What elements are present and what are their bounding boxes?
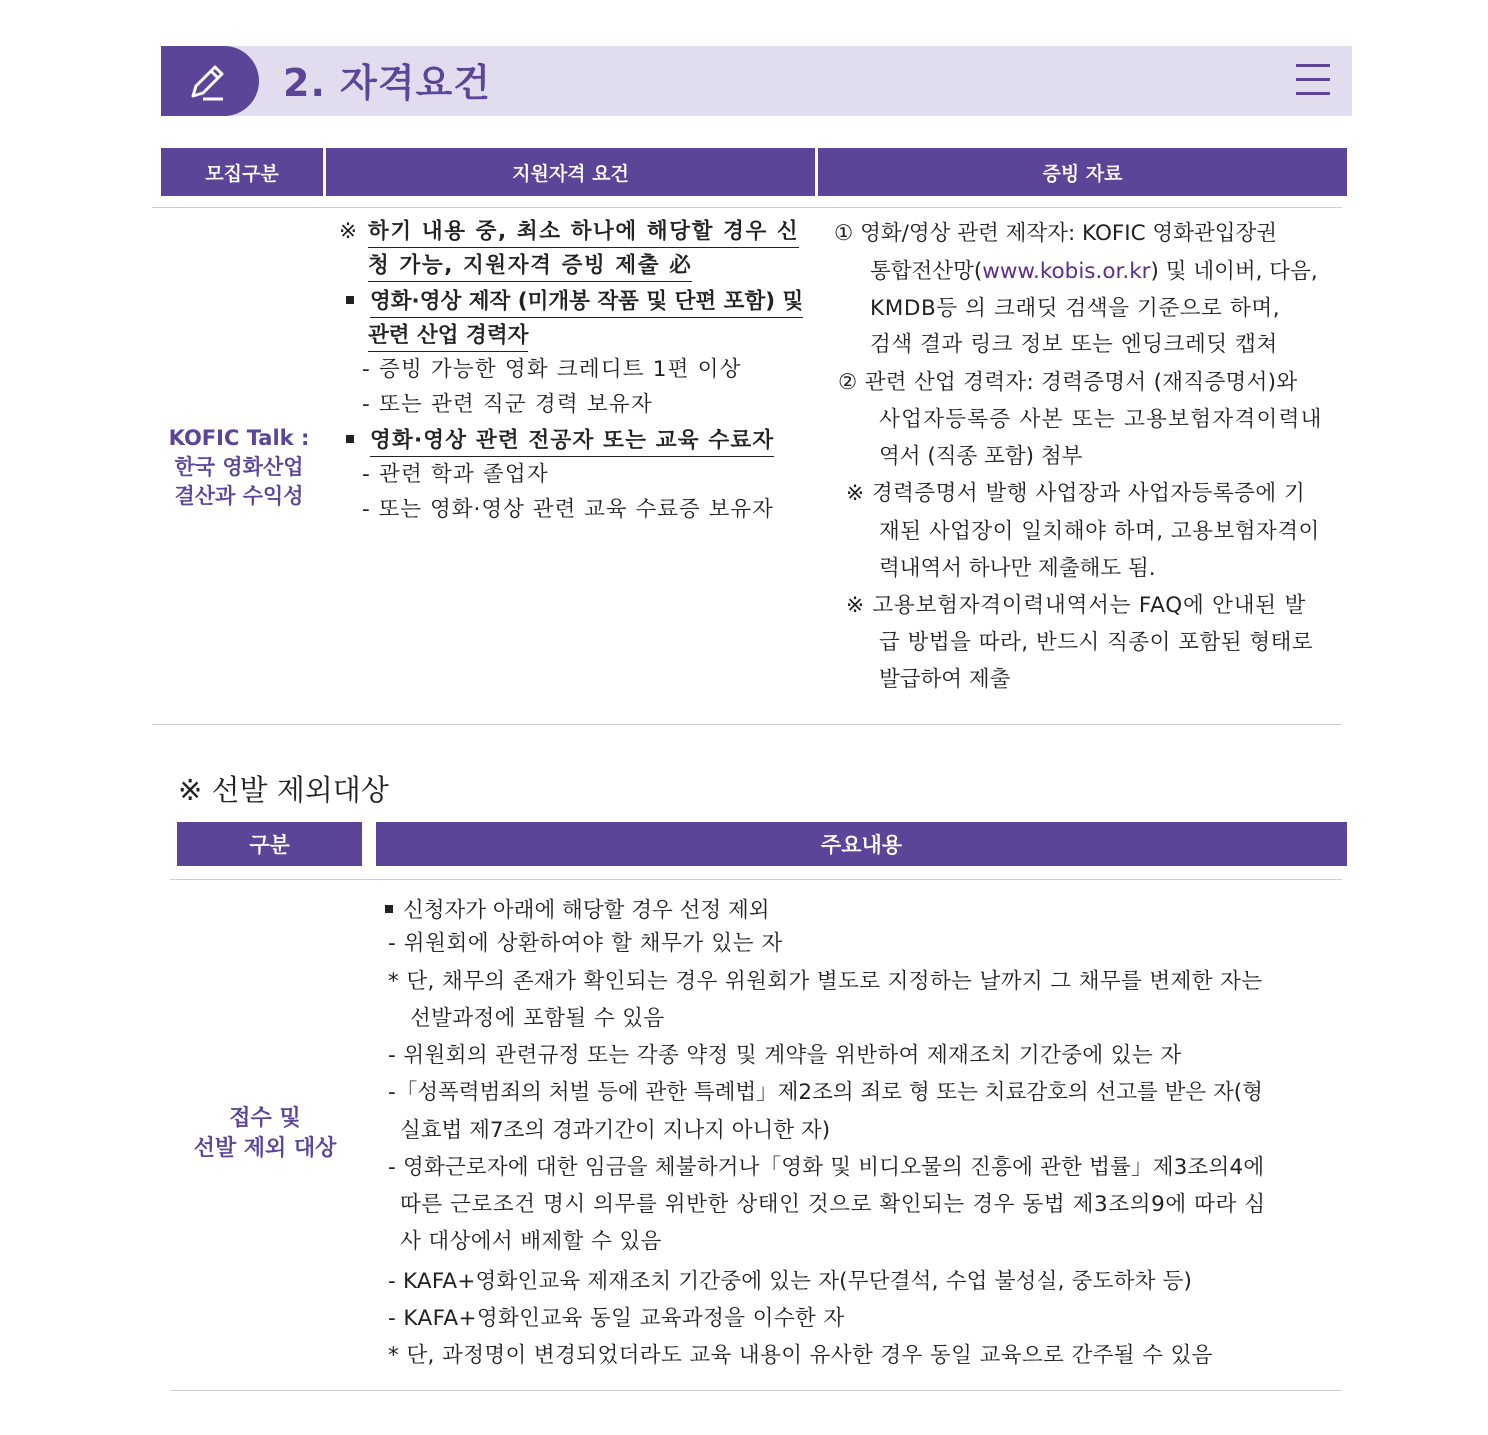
exclusion-line: - 위원회의 관련규정 또는 각종 약정 및 계약을 위반하여 제재조치 기간중에 있는 자 [388,1043,1182,1068]
exclusion-line: 실효법 제7조의 경과기간이 지나지 아니한 자) [400,1118,831,1143]
kobis-link[interactable]: www.kobis.or.kr [982,259,1151,284]
bullet-square [346,429,364,453]
evidence-note: 재된 사업장이 일치해야 하며, 고용보험자격이 [879,519,1320,544]
category-line: 선발 제외 대상 [193,1136,337,1161]
requirement-sub: - 또는 영화·영상 관련 교육 수료증 보유자 [362,497,774,522]
table-rule [152,724,1342,725]
header-main-content: 주요내용 [376,822,1347,866]
header-requirements: 지원자격 요건 [326,148,815,196]
evidence-line: ② 관련 산업 경력자: 경력증명서 (재직증명서)와 [838,370,1298,395]
bullet-square [346,290,364,314]
evidence-line: 역서 (직종 포함) 첨부 [879,444,1083,469]
requirement-note-line: 청 가능, 지원자격 증빙 제출 必 [368,254,692,278]
evidence-note: 력내역서 하나만 제출해도 됨. [879,556,1156,581]
evidence-note: ※ 경력증명서 발행 사업장과 사업자등록증에 기 [846,481,1306,506]
requirement-item: 영화·영상 제작 (미개봉 작품 및 단편 포함) 및 [370,290,803,314]
evidence-note: 발급하여 제출 [879,667,1011,692]
category-line: 결산과 수익성 [174,484,304,508]
pencil-icon [183,58,231,106]
note-mark: ※ [339,219,358,244]
exclusion-bullet: 신청자가 아래에 해당할 경우 선정 제외 [385,899,769,923]
exclusion-line: 사 대상에서 배제할 수 있음 [400,1229,662,1254]
exclusion-line: - 위원회에 상환하여야 할 채무가 있는 자 [388,931,783,956]
evidence-line: 검색 결과 링크 정보 또는 엔딩크레딧 캡쳐 [870,332,1278,357]
exclusion-line: -「성폭력범죄의 처벌 등에 관한 특례법」제2조의 죄로 형 또는 치료감호의 선고를 받은 자(형 [388,1080,1263,1105]
evidence-line: ① 영화/영상 관련 제작자: KOFIC 영화관입장권 [834,221,1278,246]
evidence-note: ※ 고용보험자격이력내역서는 FAQ에 안내된 발 [846,593,1307,618]
table-rule [170,1390,1342,1391]
exclusion-line: * 단, 과정명이 변경되었더라도 교육 내용이 유사한 경우 동일 교육으로 간주될 수 있음 [388,1343,1213,1368]
evidence-line: 통합전산망(www.kobis.or.kr) 및 네이버, 다음, [870,259,1318,284]
header-division: 구분 [177,822,362,866]
requirement-sub: - 관련 학과 졸업자 [362,462,549,487]
exclusion-line: 따른 근로조건 명시 의무를 위반한 상태인 것으로 확인되는 경우 동법 제3조의9에 따라 심 [400,1192,1266,1217]
table-rule [170,879,1342,880]
category-line: 접수 및 [229,1106,301,1131]
section-title: 2. 자격요건 [283,61,491,105]
menu-icon[interactable] [1296,62,1332,98]
evidence-line: 사업자등록증 사본 또는 고용보험자격이력내 [879,407,1323,432]
section-icon-block [161,46,259,116]
table-rule [152,207,1342,208]
exclusion-category [180,1104,350,1164]
category-label [160,424,318,511]
exclusion-line: - KAFA+영화인교육 동일 교육과정을 이수한 자 [388,1306,845,1331]
exclusion-title: ※ 선발 제외대상 [178,773,389,807]
header-evidence: 증빙 자료 [818,148,1347,196]
exclusion-line: - 영화근로자에 대한 임금을 체불하거나「영화 및 비디오물의 진흥에 관한 법률」제3조의4에 [388,1155,1265,1180]
requirement-item: 관련 산업 경력자 [368,324,528,348]
requirement-sub: - 증빙 가능한 영화 크레디트 1편 이상 [362,357,742,382]
requirement-note-line: 하기 내용 중, 최소 하나에 해당할 경우 신 [368,220,799,244]
evidence-line: KMDB등 의 크래딧 검색을 기준으로 하며, [870,296,1281,321]
requirement-item: 영화·영상 관련 전공자 또는 교육 수료자 [370,429,774,453]
category-line: 한국 영화산업 [174,455,304,479]
evidence-note: 급 방법을 따라, 반드시 직종이 포함된 형태로 [879,630,1314,655]
category-line: KOFIC Talk : [168,426,310,450]
exclusion-line: * 단, 채무의 존재가 확인되는 경우 위원회가 별도로 지정하는 날까지 그 채무를 변제한 자는 [388,969,1263,994]
exclusion-line: 선발과정에 포함될 수 있음 [410,1006,665,1031]
header-category: 모집구분 [161,148,323,196]
exclusion-line: - KAFA+영화인교육 제재조치 기간중에 있는 자(무단결석, 수업 불성실, 중도하차 등) [388,1269,1193,1294]
requirement-sub: - 또는 관련 직군 경력 보유자 [362,392,653,417]
